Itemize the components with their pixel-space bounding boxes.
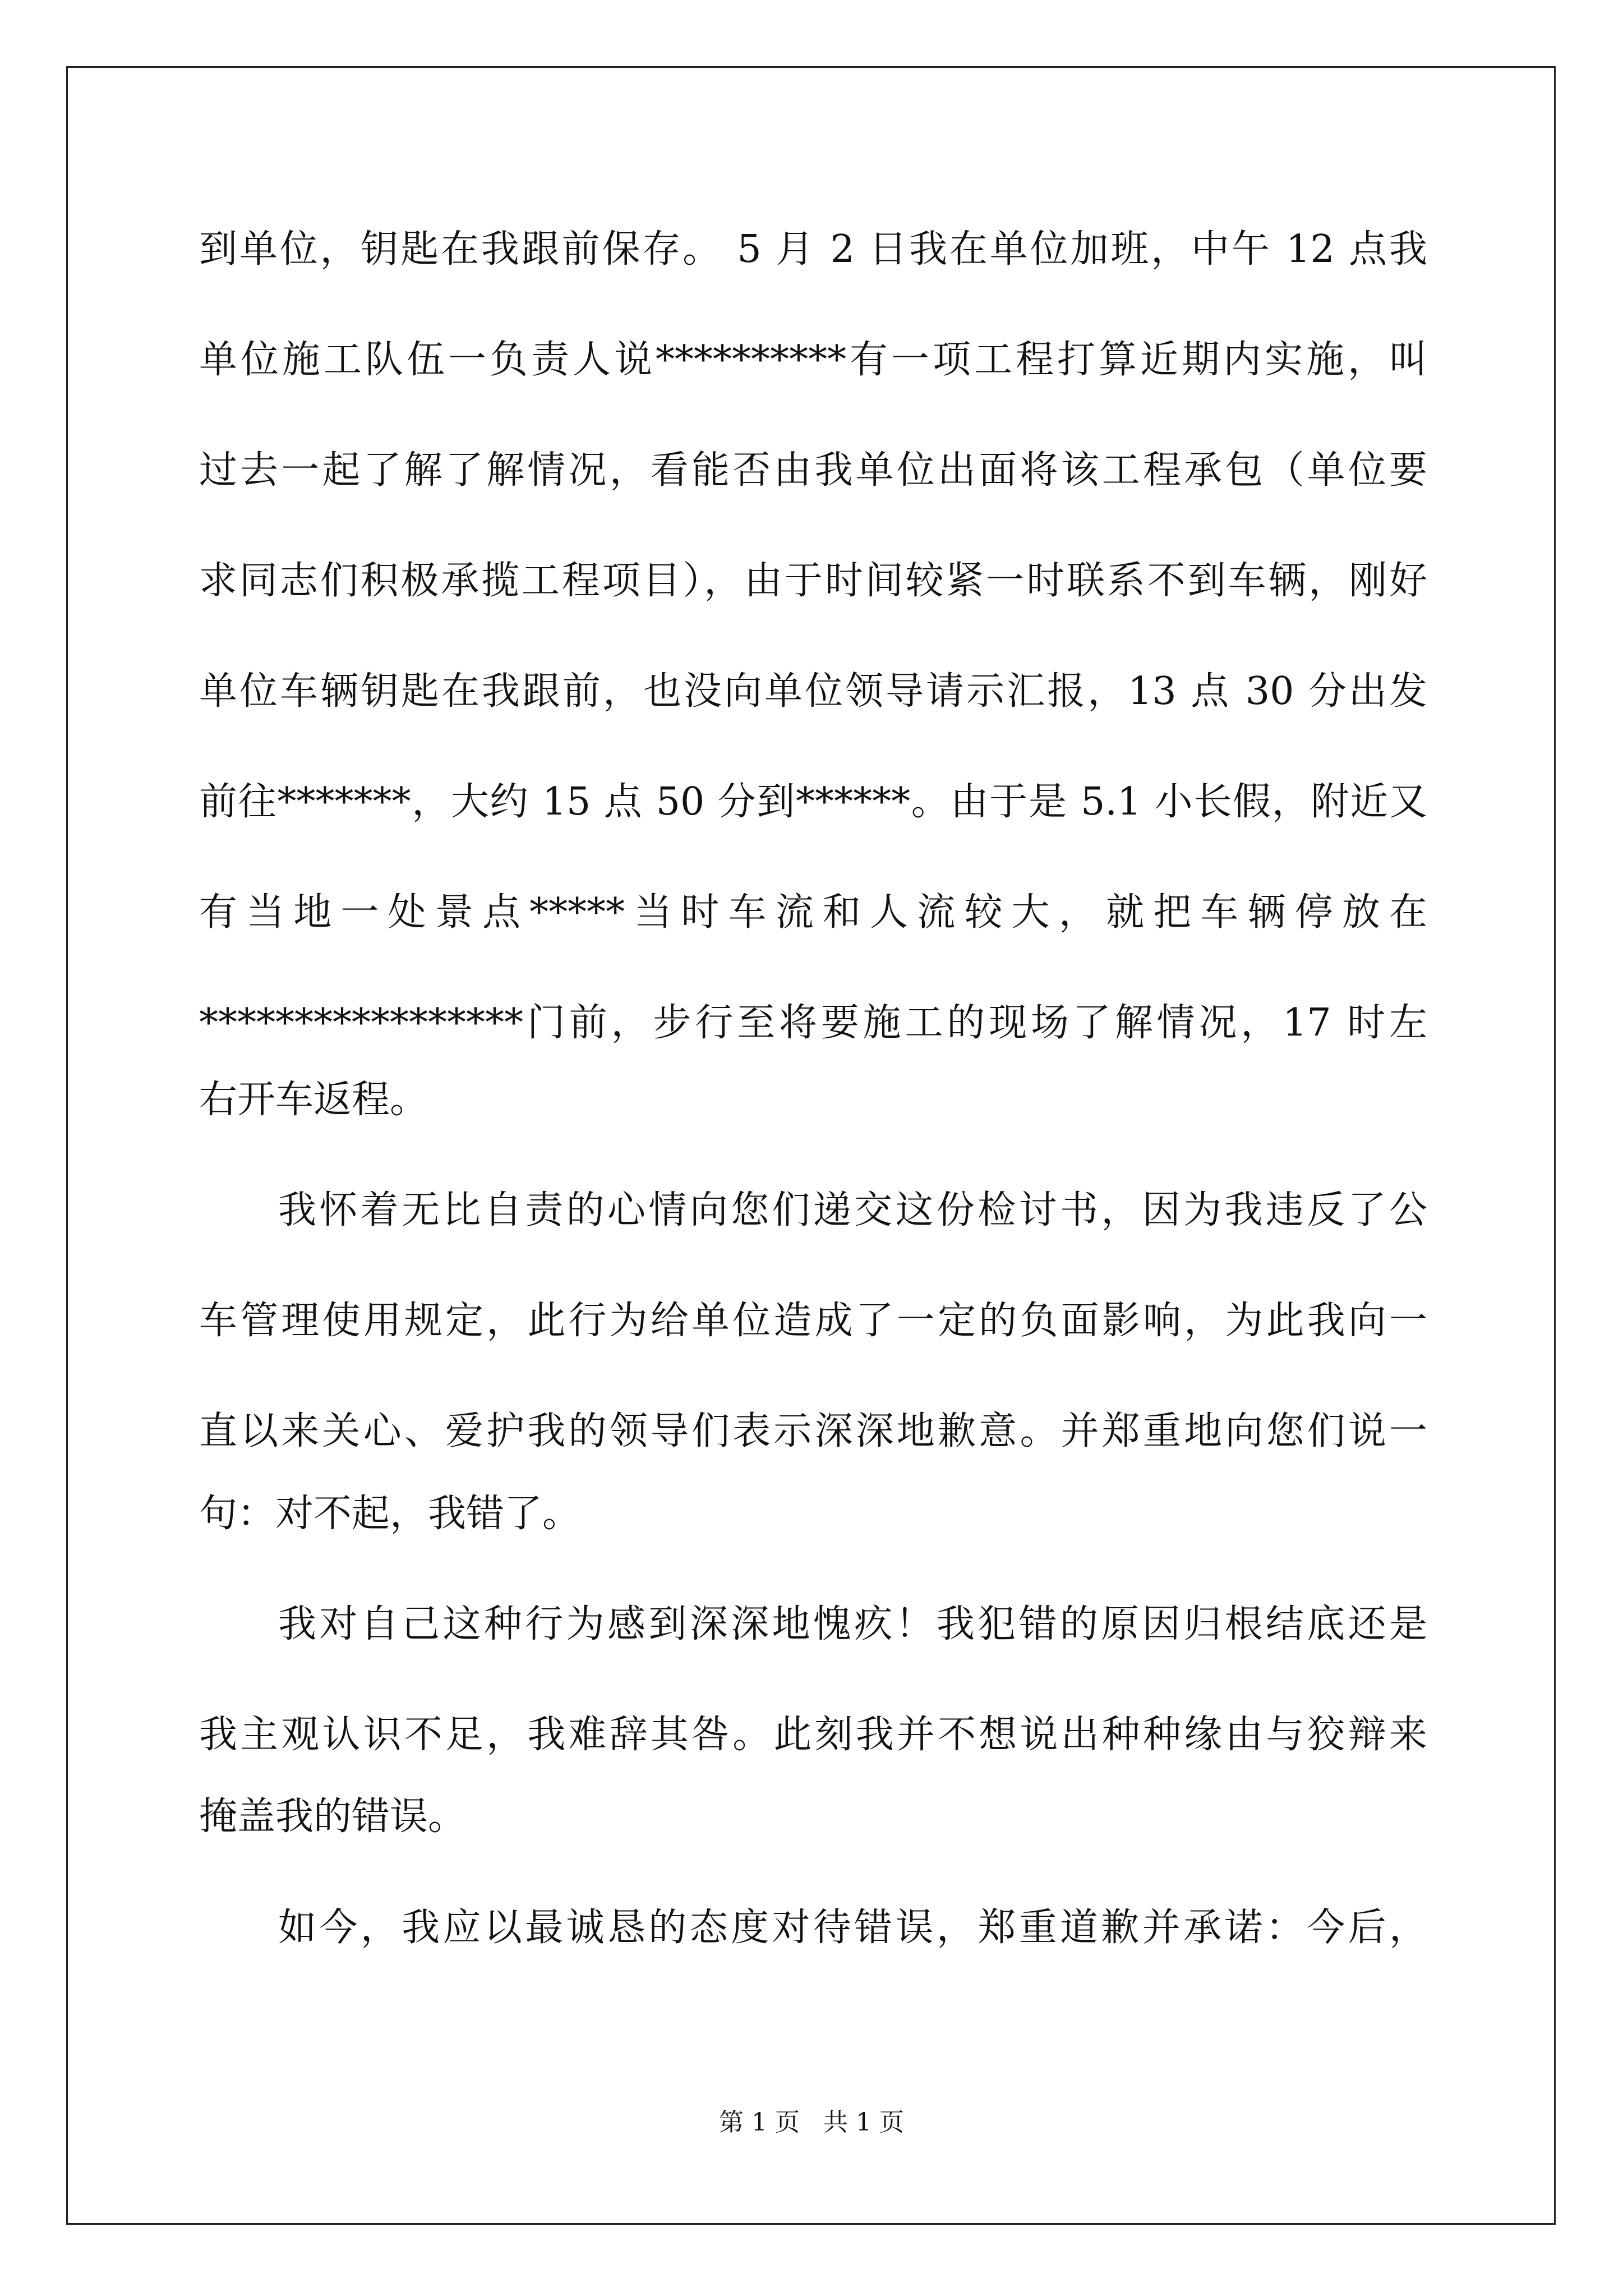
text-line: 过去一起了解了解情况，看能否由我单位出面将该工程承包（单位要 — [199, 448, 1427, 493]
text-line: 单位施工队伍一负责人说**********有一项工程打算近期内实施，叫 — [199, 338, 1427, 382]
text-line: 直以来关心、爱护我的领导们表示深深地歉意。并郑重地向您们说一 — [199, 1409, 1427, 1453]
text-line: 前往*******，大约 15 点 50 分到******。由于是 5.1 小长假，附近又 — [199, 780, 1427, 824]
text-line: *****************门前，步行至将要施工的现场了解情况，17 时左 — [199, 1001, 1427, 1045]
text-line: 右开车返程。 — [199, 1078, 428, 1122]
text-line: 求同志们积极承揽工程项目），由于时间较紧一时联系不到车辆，刚好 — [199, 559, 1427, 603]
paragraph-first-line: 如今，我应以最诚恳的态度对待错误，郑重道歉并承诺：今后， — [278, 1906, 1427, 1950]
paragraph-first-line: 我怀着无比自责的心情向您们递交这份检讨书，因为我违反了公 — [278, 1188, 1427, 1232]
paragraph-first-line: 我对自己这种行为感到深深地愧疚！我犯错的原因归根结底还是 — [278, 1602, 1427, 1646]
text-line: 掩盖我的错误。 — [199, 1795, 467, 1839]
text-line: 有当地一处景点*****当时车流和人流较大，就把车辆停放在 — [199, 890, 1427, 935]
page-footer: 第 1 页 共 1 页 — [719, 2108, 904, 2137]
text-line: 单位车辆钥匙在我跟前，也没向单位领导请示汇报，13 点 30 分出发 — [199, 669, 1427, 714]
text-line: 到单位，钥匙在我跟前保存。 5 月 2 日我在单位加班，中午 12 点我 — [199, 227, 1427, 272]
text-line: 句：对不起，我错了。 — [199, 1492, 581, 1536]
text-line: 车管理使用规定，此行为给单位造成了一定的负面影响，为此我向一 — [199, 1299, 1427, 1343]
text-line: 我主观认识不足，我难辞其咎。此刻我并不想说出种种缘由与狡辩来 — [199, 1713, 1427, 1757]
